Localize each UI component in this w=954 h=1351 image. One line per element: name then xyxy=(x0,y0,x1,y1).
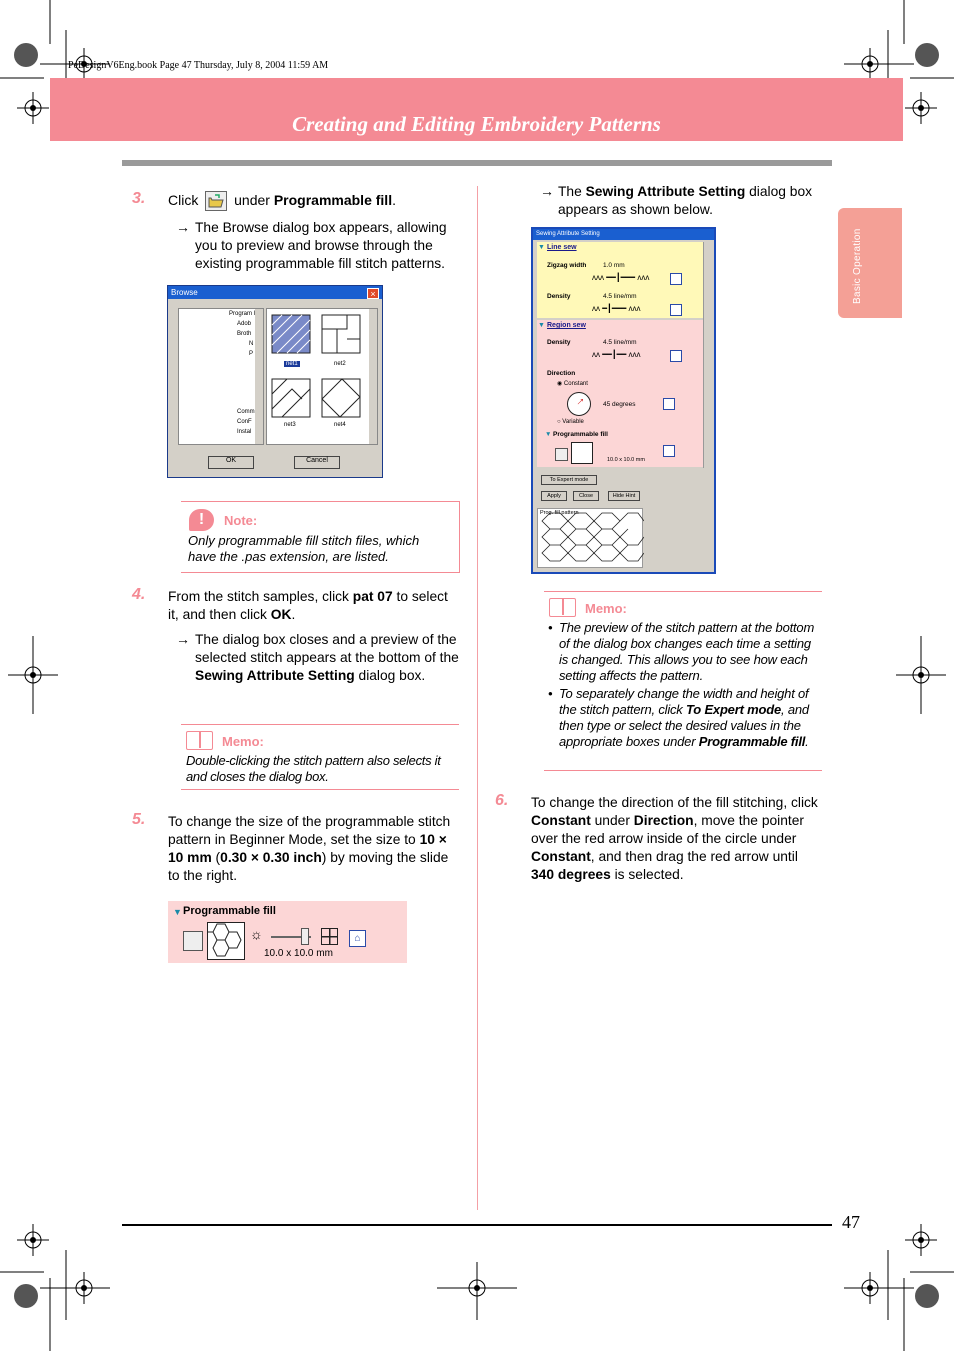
thumb-label: net2 xyxy=(334,361,346,367)
zigzag-slider: ʌʌʌ ━━┃━━━ ʌʌʌ xyxy=(592,273,650,282)
direction-degrees: 45 degrees xyxy=(603,401,636,408)
tree-item: Broth xyxy=(237,331,252,337)
close-button: Close xyxy=(573,491,599,501)
house-icon xyxy=(663,445,675,457)
header-rule xyxy=(122,160,832,166)
house-icon: ⌂ xyxy=(349,930,366,947)
memo-bold: Programmable fill xyxy=(698,734,806,749)
region-density-value: 4.5 line/mm xyxy=(603,339,637,346)
region-density-slider: ʌʌ ━━┃━━ ʌʌʌ xyxy=(592,350,641,359)
slider-thumb xyxy=(301,928,309,945)
step-number-3: 3. xyxy=(132,190,146,207)
step-4-bold: pat 07 xyxy=(352,589,393,604)
section-side-tab xyxy=(838,208,902,318)
folder-open-icon xyxy=(183,931,203,951)
result-arrow-icon: → xyxy=(540,183,554,199)
triangle-down-icon: ▼ xyxy=(538,322,545,329)
sewing-titlebar: Sewing Attribute Setting xyxy=(533,229,714,240)
step-6-bold: Constant xyxy=(531,849,591,864)
direction-label: Direction xyxy=(547,370,576,377)
chapter-banner xyxy=(50,78,903,141)
density-slider: ʌʌ ━┃━━━ ʌʌʌ xyxy=(592,304,641,313)
step-6-bold: Constant xyxy=(531,813,591,828)
step-5-bold: 0.30 × 0.30 inch xyxy=(220,850,322,865)
tree-item: Adob xyxy=(237,321,252,327)
step-number-6: 6. xyxy=(495,792,509,809)
step-4-text: From the stitch samples, click xyxy=(168,589,353,604)
preview-label: Prog. fill pattern xyxy=(540,510,579,516)
step-4-result-bold: Sewing Attribute Setting xyxy=(195,668,355,683)
note-box xyxy=(181,501,460,573)
tree-item: P xyxy=(249,351,254,357)
variable-label: Variable xyxy=(562,419,584,425)
footer-rule xyxy=(122,1224,832,1226)
browse-dialog-screenshot xyxy=(167,285,383,478)
memo-text: To separately change the width and height of the stitch pattern, click xyxy=(559,686,809,717)
step-6-text: , and then drag the red arrow until xyxy=(590,849,798,864)
note-label: Note: xyxy=(224,513,258,528)
bullet-icon: • xyxy=(548,686,553,701)
folder-open-icon xyxy=(555,448,568,461)
step-6-text: under xyxy=(590,813,634,828)
page-number: 47 xyxy=(842,1212,860,1232)
bullet-icon: • xyxy=(548,620,553,635)
tree-item: Comm xyxy=(237,409,255,415)
region-sew-section xyxy=(537,320,703,467)
tree-item: ConF xyxy=(237,419,252,425)
zigzag-width-value: 1.0 mm xyxy=(603,262,625,269)
folder-open-icon xyxy=(205,191,227,211)
memo-bullet-1-text: The preview of the stitch pattern at the bottom of the dialog box changes each time a setting is changed. This allows you to see how each setting affects the pattern. xyxy=(559,620,815,683)
thumb-label: net1 xyxy=(286,361,298,367)
dialog-scrollbar xyxy=(703,242,712,468)
thumbnail-pane xyxy=(266,308,378,445)
prog-fill-size-small: 10.0 x 10.0 mm xyxy=(607,457,645,463)
close-icon: × xyxy=(367,288,379,299)
triangle-down-icon: ▼ xyxy=(545,431,552,438)
constant-label: Constant xyxy=(563,381,588,387)
fill-pattern-preview xyxy=(537,508,643,568)
sewing-attribute-dialog-screenshot xyxy=(531,227,716,574)
memo-box-right xyxy=(544,591,822,771)
programmable-fill-panel xyxy=(168,901,407,963)
zigzag-width-label: Zigzag width xyxy=(547,262,587,269)
right-intro xyxy=(558,183,828,219)
step-4-text: to select it, and then click xyxy=(168,589,448,622)
step-6-text: To change the direction of the fill stitching, click xyxy=(531,795,818,810)
browse-ok-button: OK xyxy=(208,456,254,469)
right-intro-text: The xyxy=(558,184,586,199)
prog-fill-title: Programmable fill xyxy=(183,905,276,917)
triangle-down-icon: ▼ xyxy=(173,907,182,917)
step-6-text: is selected. xyxy=(610,867,684,882)
memo-bullet-2-text xyxy=(559,686,820,750)
tree-item: N xyxy=(249,341,254,347)
browse-titlebar xyxy=(168,286,382,299)
step-4-instruction xyxy=(168,588,460,624)
step-6-bold: Direction xyxy=(633,813,694,828)
step-4-bold: OK xyxy=(270,607,292,622)
memo-book-icon xyxy=(549,598,576,617)
house-icon xyxy=(670,273,682,285)
thumbnail-scrollbar xyxy=(369,309,377,444)
direction-dial xyxy=(567,392,591,416)
house-icon xyxy=(670,350,682,362)
note-icon: ! xyxy=(189,509,214,531)
step-3-period: . xyxy=(392,192,396,208)
memo-text: Double-clicking the stitch pattern also selects it and closes the dialog box. xyxy=(186,753,441,784)
tree-scrollbar xyxy=(255,309,263,444)
step-6-text: , move the pointer over the red arrow inside of the circle under xyxy=(531,813,804,846)
chapter-title: Creating and Editing Embroidery Patterns xyxy=(292,112,661,136)
constant-radio-label: ◉ Constant xyxy=(557,381,588,387)
memo-book-icon xyxy=(186,731,213,750)
print-header-line: PeDesignV6Eng.book Page 47 Thursday, July 8, 2004 11:59 AM xyxy=(68,60,329,71)
line-density-value: 4.5 line/mm xyxy=(603,293,637,300)
step-4-result xyxy=(195,631,463,685)
step-3-target: Programmable fill xyxy=(273,192,393,208)
right-intro-bold: Sewing Attribute Setting xyxy=(585,184,746,199)
house-icon xyxy=(670,304,682,316)
result-arrow-icon: → xyxy=(176,631,190,647)
hex-pattern-preview xyxy=(207,922,245,960)
step-3-result: The Browse dialog box appears, allowing you to preview and browse through the existing programmable fill stitch patterns. xyxy=(195,220,447,271)
line-sew-label: Line sew xyxy=(547,244,577,251)
house-icon xyxy=(663,398,675,410)
memo-bullet-1 xyxy=(548,620,820,684)
line-density-label: Density xyxy=(547,293,571,300)
step-3-under-text: under xyxy=(234,192,270,208)
memo-bold: To Expert mode xyxy=(686,702,781,717)
step-number-4: 4. xyxy=(132,586,146,603)
tree-item: Instal xyxy=(237,429,252,435)
memo-label: Memo: xyxy=(585,601,627,616)
step-5-text: ( xyxy=(211,850,221,865)
step-6-bold: 340 degrees xyxy=(531,867,611,882)
step-5-text: ) by moving the slide to the right. xyxy=(168,850,449,883)
to-expert-mode-button: To Expert mode xyxy=(541,475,597,485)
memo-text: , and then type or select the desired values in the appropriate boxes under xyxy=(559,702,809,749)
right-intro-text: dialog box appears as shown below. xyxy=(558,184,813,217)
memo-text: . xyxy=(805,734,809,749)
browse-title: Browse xyxy=(171,288,198,297)
line-sew-section xyxy=(537,242,703,318)
thumb-label: net3 xyxy=(284,422,296,428)
triangle-down-icon: ▼ xyxy=(538,244,545,251)
folder-tree xyxy=(178,308,264,445)
sun-icon: ☼ xyxy=(250,926,263,942)
step-number-5: 5. xyxy=(132,811,146,828)
column-divider xyxy=(477,186,478,1210)
thumb-label: net4 xyxy=(334,422,346,428)
memo-label: Memo: xyxy=(222,734,264,749)
step-6-instruction xyxy=(531,794,823,884)
step-4-result-text: dialog box. xyxy=(354,668,426,683)
prog-fill-sublabel: Programmable fill xyxy=(553,431,608,438)
red-arrow-icon: ↑ xyxy=(573,393,589,409)
step-4-text: . xyxy=(291,607,296,622)
result-arrow-icon: → xyxy=(176,219,190,235)
region-density-label: Density xyxy=(547,339,571,346)
step-4-result-text: The dialog box closes and a preview of the selected stitch appears at the bottom of the xyxy=(195,632,459,665)
step-5-bold: 10 × 10 mm xyxy=(168,832,447,865)
variable-radio-label: ○ Variable xyxy=(557,419,584,425)
apply-button: Apply xyxy=(541,491,567,501)
side-tab-label: Basic Operation xyxy=(852,228,863,304)
memo-bullet-2 xyxy=(548,686,820,750)
step-5-instruction xyxy=(168,813,460,885)
step-3-click-text: Click xyxy=(168,192,199,208)
hide-hint-button: Hide Hint xyxy=(608,491,640,501)
step-5-text: To change the size of the programmable stitch pattern in Beginner Mode, set the size to xyxy=(168,814,451,847)
browse-cancel-button: Cancel xyxy=(294,456,340,469)
prog-fill-size: 10.0 x 10.0 mm xyxy=(264,948,333,959)
memo-box xyxy=(181,724,459,790)
step-3-instruction xyxy=(168,191,458,211)
note-text: Only programmable fill stitch files, which have the .pas extension, are listed. xyxy=(188,533,420,564)
hexagon-preview-svg xyxy=(538,509,644,569)
region-sew-label: Region sew xyxy=(547,322,586,329)
grid-icon xyxy=(321,928,338,945)
tree-item: Program I xyxy=(229,311,256,317)
hex-pattern-thumb xyxy=(571,442,593,464)
